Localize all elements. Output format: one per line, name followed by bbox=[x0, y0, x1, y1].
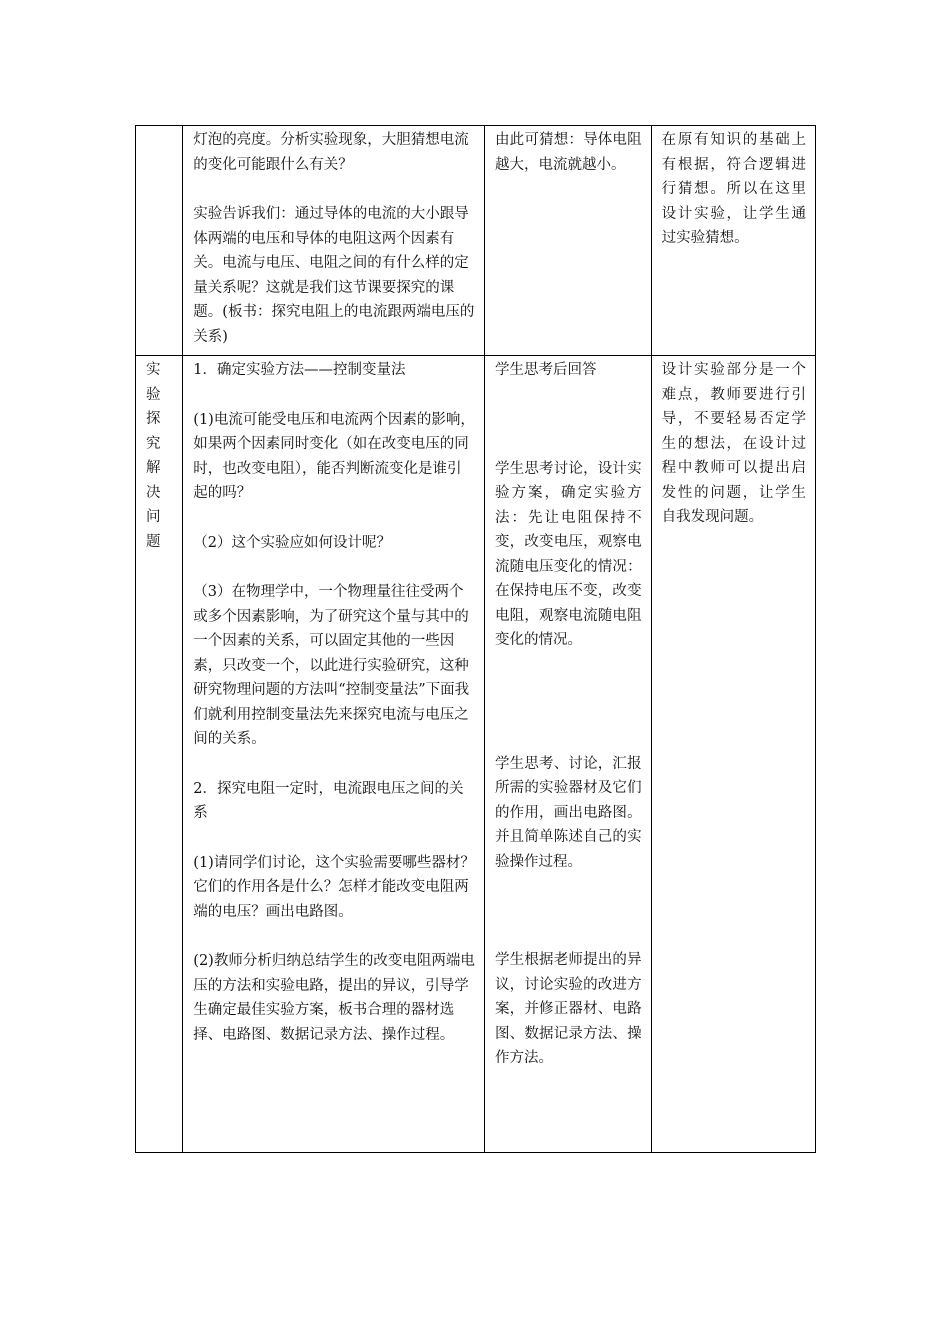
student-text: 学生根据老师提出的异议，讨论实验的改进方案，并修正器材、电路图、数据记录方法、操作方法。 bbox=[495, 952, 642, 1066]
student-text: 学生思考、讨论，汇报所需的实验器材及它们的作用，画出电路图。并且简单陈述自己的实验操作过程。 bbox=[495, 755, 642, 870]
teacher-text: （3）在物理学中，一个物理量往往受两个或多个因素影响，为了研究这个量与其中的一个因素的关系，可以固定其他的一些因素，只改变一个，以此进行实验研究，这种研究物理问题的方法叫“控制变量法”下面我们就利用控制变量法先来探究电流与电压之间的关系。 bbox=[193, 584, 470, 747]
intent-text: 在原有知识的基础上有根据，符合逻辑进行猜想。所以在这里设计实验，让学生通过实验猜想。 bbox=[661, 132, 806, 246]
table-row bbox=[136, 356, 816, 1153]
stage-cell bbox=[136, 356, 183, 1153]
teacher-text: 实验告诉我们：通过导体的电流的大小跟导体两端的电压和导体的电阻这两个因素有关。电流与电压、电阻之间的有什么样的定量关系呢？这就是我们这节课要探究的课题。(板书：探究电阻上的电流跟两端电压的关系) bbox=[193, 206, 475, 345]
lesson-plan-table bbox=[135, 125, 816, 1153]
stage-label: 实验探究解决问题 bbox=[146, 362, 161, 550]
teacher-activity-cell bbox=[183, 126, 485, 356]
student-activity-cell bbox=[485, 126, 652, 356]
teacher-text: (1)请同学们讨论，这个实验需要哪些器材？它们的作用各是什么？怎样才能改变电阻两端的电压？画出电路图。 bbox=[193, 854, 475, 920]
teacher-text: (1)电流可能受电压和电流两个因素的影响，如果两个因素同时变化（如在改变电压的同时，也改变电阻），能否判断流变化是谁引起的吗？ bbox=[193, 411, 475, 501]
design-intent-cell bbox=[651, 356, 815, 1153]
teacher-text: 1．确定实验方法——控制变量法 bbox=[193, 362, 406, 378]
stage-cell bbox=[136, 126, 183, 356]
student-text: 学生思考后回答 bbox=[495, 362, 597, 378]
table-row bbox=[136, 126, 816, 356]
teacher-text: 2．探究电阻一定时，电流跟电压之间的关系 bbox=[193, 780, 464, 821]
teacher-text: 灯泡的亮度。分析实验现象，大胆猜想电流的变化可能跟什么有关？ bbox=[193, 132, 469, 173]
teacher-activity-cell bbox=[183, 356, 485, 1153]
intent-text: 设计实验部分是一个难点，教师要进行引导，不要轻易否定学生的想法，在设计过程中教师可以提出启发性的问题，让学生自我发现问题。 bbox=[661, 362, 806, 525]
student-activity-cell bbox=[485, 356, 652, 1153]
student-text: 由此可猜想：导体电阻越大，电流就越小。 bbox=[495, 132, 642, 173]
student-text: 学生思考讨论，设计实验方案，确定实验方法：先让电阻保持不变，改变电压，观察电流随电压变化的情况：在保持电压不变，改变电阻，观察电流随电阻变化的情况。 bbox=[495, 460, 642, 648]
teacher-text: （2）这个实验应如何设计呢？ bbox=[193, 534, 392, 551]
teacher-text: (2)教师分析归纳总结学生的改变电阻两端电压的方法和实验电路，提出的异议，引导学生确定最佳实验方案，板书合理的器材选择、电路图、数据记录方法、操作过程。 bbox=[193, 953, 475, 1043]
design-intent-cell bbox=[651, 126, 815, 356]
